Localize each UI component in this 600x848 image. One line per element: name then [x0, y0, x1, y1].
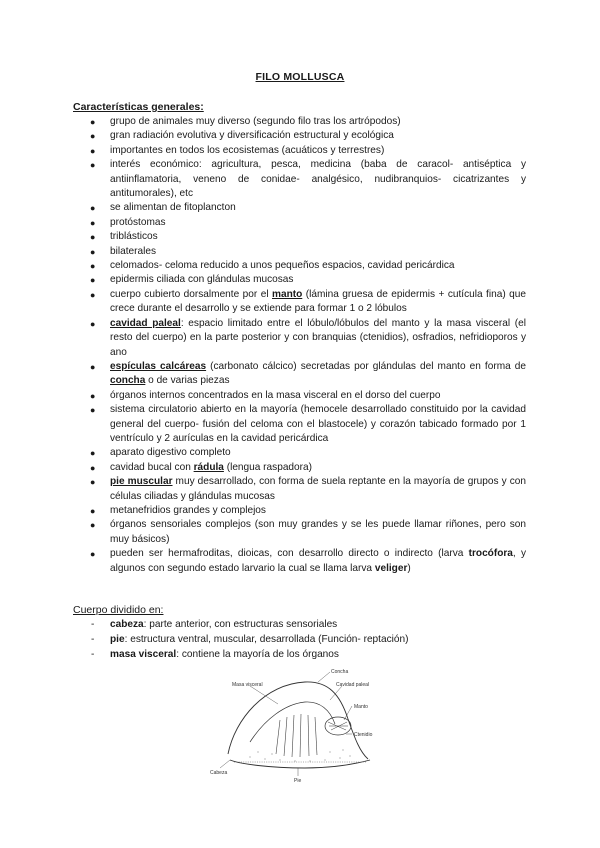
characteristic-item: [0, 461, 600, 475]
characteristic-item: [0, 317, 600, 360]
item-text: órganos sensoriales complejos (son muy grandes y se les puede llamar riñones, pero son muy básicos): [110, 519, 526, 545]
bullet-dot-icon: ●: [90, 160, 96, 171]
bullet-dot-icon: ●: [90, 477, 96, 488]
characteristic-item: [0, 288, 600, 317]
item-text: protóstomas: [110, 216, 166, 228]
bullet-dot-icon: ●: [90, 289, 96, 300]
characteristic-item: [0, 403, 600, 446]
emphasized-term: pie muscular: [110, 476, 173, 488]
bullet-dot-icon: ●: [90, 361, 96, 372]
label-ctenidio: Ctenidio: [354, 732, 373, 738]
emphasized-term: manto: [272, 288, 303, 300]
dash-marker: -: [91, 619, 95, 630]
bullet-dot-icon: ●: [90, 448, 96, 459]
gill-lamellae: [328, 722, 348, 730]
bullet-dot-icon: ●: [90, 405, 96, 416]
characteristic-item: [0, 115, 600, 129]
label-cabeza: Cabeza: [210, 770, 228, 776]
bullet-dot-icon: ●: [90, 462, 96, 473]
muscle-fibers: [276, 714, 317, 757]
label-manto: Manto: [354, 704, 368, 710]
bullet-dot-icon: ●: [90, 318, 96, 329]
bullet-dot-icon: ●: [90, 275, 96, 286]
characteristic-item: [0, 360, 600, 389]
body-part-name: cabeza: [110, 619, 144, 630]
emphasized-term: espículas calcáreas: [110, 360, 207, 372]
bullet-dot-icon: ●: [90, 117, 96, 127]
label-cavidad-paleal: Cavidad paleal: [336, 682, 370, 688]
body-part-name: pie: [110, 634, 125, 645]
item-text: celomados- celoma reducido a unos pequeños espacios, cavidad pericárdica: [110, 260, 455, 272]
bullet-dot-icon: ●: [90, 217, 96, 228]
characteristic-item: [0, 547, 600, 576]
body-part-item: [0, 647, 600, 662]
emphasized-term: trocófora: [468, 548, 513, 560]
item-text: pueden ser hermafroditas, dioicas, con desarrollo directo o indirecto (larva: [110, 548, 469, 560]
characteristic-item: [0, 259, 600, 273]
dash-marker: -: [91, 649, 95, 660]
body-part-description: : parte anterior, con estructuras sensoriales: [143, 619, 338, 630]
item-text: cuerpo cubierto dorsalmente por el: [110, 288, 273, 300]
bullet-dot-icon: ●: [90, 520, 96, 531]
mollusc-anatomy-figure: [210, 664, 380, 784]
foot-outline: [230, 760, 370, 768]
visceral-mass: [250, 702, 335, 742]
body-part-description: : contiene la mayoría de los órganos: [176, 649, 339, 660]
bullet-dot-icon: ●: [90, 203, 96, 214]
label-pie: Pie: [294, 778, 302, 784]
emphasized-term: rádula: [193, 461, 224, 473]
item-text: importantes en todos los ecosistemas (acuáticos y terrestres): [110, 144, 385, 156]
characteristic-item: [0, 273, 600, 287]
label-concha: Concha: [331, 669, 349, 675]
item-text: cavidad bucal con: [110, 461, 194, 473]
characteristic-item: [0, 201, 600, 215]
item-text: (lámina gruesa de epidermis + cutícula fina) que crece durante el desarrollo y se extiende para formar 1 o 2 lóbulos: [110, 288, 526, 315]
label-masa-visceral: Masa visceral: [232, 682, 263, 688]
emphasized-term: veliger: [374, 562, 408, 574]
item-text: sistema circulatorio abierto en la mayoría (hemocele desarrollado constituido por la cavidad general del cuerpo- fusión del celoma con el blastocele) y corazón tabicado formado por 1 ventrículo y 2 aurículas en la cavidad pericárdica: [110, 404, 526, 444]
bullet-dot-icon: ●: [90, 505, 96, 516]
characteristic-item: [0, 158, 600, 201]
page-title: FILO MOLLUSCA: [255, 71, 345, 83]
item-text: órganos internos concentrados en la masa visceral en el dorso del cuerpo: [110, 389, 441, 401]
item-text: aparato digestivo completo: [110, 447, 231, 459]
bullet-dot-icon: ●: [90, 246, 96, 257]
bullet-dot-icon: ●: [90, 549, 96, 560]
bullet-dot-icon: ●: [90, 145, 96, 156]
characteristic-item: [0, 389, 600, 403]
item-text: ): [407, 562, 411, 574]
characteristic-item: [0, 518, 600, 547]
characteristic-item: [0, 446, 600, 460]
bullet-dot-icon: ●: [90, 131, 96, 142]
dash-marker: -: [91, 634, 95, 645]
item-text: epidermis ciliada con glándulas mucosas: [110, 274, 294, 286]
body-parts-heading: Cuerpo dividido en:: [73, 604, 164, 616]
item-text: metanefridios grandes y complejos: [110, 504, 266, 516]
characteristic-item: [0, 216, 600, 230]
item-text: muy desarrollado, con forma de suela reptante en la mayoría de grupos y con células ciliadas y glándulas mucosas: [110, 476, 526, 502]
item-text: interés económico: agricultura, pesca, medicina (baba de caracol- antiséptica y antiinflamatoria, veneno de conidae- analgésico, nudibranquios- cicatrizantes y antitumorales), etc: [110, 159, 526, 200]
item-text: se alimentan de fitoplancton: [110, 202, 236, 214]
body-part-description: : estructura ventral, muscular, desarrollada (Función- reptación): [124, 634, 409, 645]
characteristics-list: [0, 115, 600, 576]
item-text: (lengua raspadora): [223, 461, 312, 473]
bullet-dot-icon: ●: [90, 261, 96, 272]
characteristic-item: [0, 245, 600, 259]
item-text: triblásticos: [110, 231, 158, 243]
characteristic-item: [0, 230, 600, 244]
item-text: bilaterales: [110, 245, 157, 257]
body-part-item: [0, 632, 600, 647]
item-text: (carbonato cálcico) secretadas por glándulas del manto en forma de: [206, 360, 526, 372]
item-text: , y algunos con segundo estado larvario la cual se llama larva: [110, 548, 526, 574]
item-text: : espacio limitado entre el lóbulo/lóbulos del manto y la masa visceral (el resto del cuerpo) en la parte posterior y con branquias (ctenidios), osfradios, nefridioporos y ano: [110, 317, 526, 358]
bullet-dot-icon: ●: [90, 390, 96, 401]
characteristic-item: [0, 475, 600, 504]
body-part-name: masa visceral: [110, 649, 177, 660]
item-text: grupo de animales muy diverso (segundo filo tras los artrópodos): [110, 116, 401, 127]
body-part-item: [0, 617, 600, 632]
shell-outline: [228, 682, 368, 759]
characteristic-item: [0, 504, 600, 518]
bullet-dot-icon: ●: [90, 232, 96, 243]
emphasized-term: cavidad paleal: [110, 317, 181, 329]
body-parts-list: [0, 617, 600, 662]
general-characteristics-heading: Características generales:: [73, 101, 204, 113]
item-text: gran radiación evolutiva y diversificación estructural y ecológica: [110, 130, 394, 142]
characteristic-item: [0, 129, 600, 143]
item-text: o de varias piezas: [145, 375, 230, 387]
characteristic-item: [0, 144, 600, 158]
emphasized-term: concha: [110, 375, 146, 387]
